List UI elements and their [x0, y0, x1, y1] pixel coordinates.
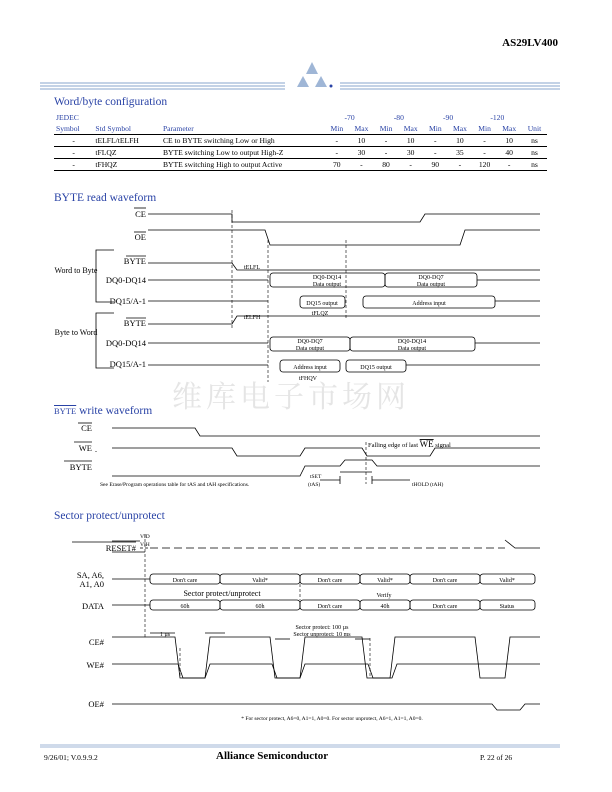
- sec-sig-we: WE#: [86, 660, 104, 670]
- svg-text:Sector protect: 100 µs: Sector protect: 100 µs: [295, 625, 349, 631]
- svg-text:Don't care: Don't care: [317, 604, 343, 610]
- write-sig-we: WE: [78, 443, 92, 453]
- footer-rule: [40, 744, 560, 748]
- svg-text:tELFL: tELFL: [244, 265, 260, 271]
- byte-write-diagram: [0, 420, 612, 495]
- svg-text:60h: 60h: [180, 604, 190, 610]
- footer-date: 9/26/01; V.0.9.9.2: [44, 753, 98, 762]
- sig-ce: CE: [135, 209, 146, 219]
- svg-text:Data output: Data output: [416, 282, 446, 288]
- svg-text:Address input: Address input: [293, 365, 327, 371]
- sec-sig-oe: OE#: [88, 699, 104, 709]
- svg-text:Don't care: Don't care: [432, 604, 458, 610]
- svg-text:1 µs: 1 µs: [159, 632, 171, 638]
- svg-text:Data output: Data output: [312, 282, 342, 288]
- svg-text:Valid*: Valid*: [377, 578, 393, 584]
- sec-sig-reset: RESET#: [105, 543, 136, 553]
- svg-text:Data output: Data output: [397, 346, 427, 352]
- sig-byte-2: BYTE: [123, 318, 146, 328]
- svg-text:DQ0-DQ14: DQ0-DQ14: [312, 275, 342, 281]
- svg-text:DQ0-DQ14: DQ0-DQ14: [397, 339, 427, 345]
- sig-oe: OE: [134, 232, 146, 242]
- svg-text:tELFH: tELFH: [243, 315, 261, 321]
- group-word-to-byte: Word to Byte: [54, 266, 98, 275]
- sector-footnote: * For sector protect, A6=0, A1=1, A0=0. For sector unprotect, A6=1, A1=1, A0=0.: [241, 716, 423, 722]
- svg-text:Data output: Data output: [295, 346, 325, 352]
- footer-company: Alliance Semiconductor: [216, 750, 329, 762]
- svg-text:VIH: VIH: [140, 542, 150, 548]
- svg-text:Don't care: Don't care: [317, 578, 343, 584]
- sec-sig-sa1: SA, A6,: [76, 570, 104, 580]
- svg-text:40h: 40h: [380, 604, 390, 610]
- company-logo-icon: [297, 62, 327, 87]
- sig-dq-2: DQ0-DQ14: [105, 338, 146, 348]
- svg-text:tFLQZ: tFLQZ: [311, 311, 329, 317]
- jedec-header: JEDEC: [56, 113, 79, 122]
- svg-text:(tAS): (tAS): [308, 482, 321, 488]
- svg-text:Verify: Verify: [376, 593, 392, 599]
- sig-dq15-1: DQ15/A-1: [109, 296, 146, 306]
- byte-write-title: BYTE write waveform: [54, 405, 153, 417]
- sig-dq15-2: DQ15/A-1: [109, 359, 146, 369]
- svg-text:Don't care: Don't care: [432, 578, 458, 584]
- group-byte-to-word: Byte to Word: [54, 328, 98, 337]
- config-title: Word/byte configuration: [54, 96, 168, 108]
- sec-sig-sa2: A1, A0: [79, 579, 104, 589]
- svg-text:Sector protect/unprotect: Sector protect/unprotect: [183, 589, 261, 598]
- svg-text:tSET: tSET: [310, 474, 322, 480]
- write-sig-ce: CE: [81, 423, 92, 433]
- sig-dq-1: DQ0-DQ14: [105, 275, 146, 285]
- svg-text:DQ0-DQ7: DQ0-DQ7: [418, 275, 444, 281]
- byte-read-title: BYTE read waveform: [54, 192, 157, 204]
- svg-text:Valid*: Valid*: [499, 578, 515, 584]
- sector-diagram: [0, 528, 612, 728]
- svg-text:DQ15 output: DQ15 output: [360, 365, 392, 371]
- part-number: AS29LV400: [502, 37, 558, 49]
- svg-text:Valid*: Valid*: [252, 578, 268, 584]
- svg-text:Status: Status: [499, 604, 515, 610]
- config-table: JEDEC -70 -80 -90 -120 Symbol Std Symbol Parameter Min Max Min Max Min Max Min Max Unit - tELFL/tELFH CE to BYTE switching Low or High - 10 - 10 - 10 - 10 ns - tFLQZ BYTE switching Low to output High-Z - 30 - 30 - 35 - 40 ns - tFHQZ BYTE switching High to output Active 70 - 80 - 90 - 120 - ns: [54, 112, 547, 171]
- header-rule-logo: [0, 60, 612, 100]
- svg-text:Sector unprotect: 10 ms: Sector unprotect: 10 ms: [293, 632, 351, 638]
- svg-text:60h: 60h: [255, 604, 265, 610]
- table-row: - tFHQZ BYTE switching High to output Active 70 - 80 - 90 - 120 - ns: [54, 159, 547, 171]
- svg-text:DQ0-DQ7: DQ0-DQ7: [297, 339, 323, 345]
- svg-text:tFHQV: tFHQV: [298, 376, 318, 382]
- write-sig-byte: BYTE: [69, 462, 92, 472]
- sector-title: Sector protect/unprotect: [54, 510, 165, 522]
- footer-page: P. 22 of 26: [480, 753, 513, 762]
- sig-byte-1: BYTE: [123, 256, 146, 266]
- svg-text:Address input: Address input: [412, 301, 446, 307]
- falling-edge-note: Falling edge of last WE signal: [368, 439, 451, 449]
- svg-text:VID: VID: [140, 534, 150, 540]
- sec-sig-ce: CE#: [88, 637, 104, 647]
- table-row: - tELFL/tELFH CE to BYTE switching Low or High - 10 - 10 - 10 - 10 ns: [54, 135, 547, 147]
- svg-text:Don't care: Don't care: [172, 578, 198, 584]
- byte-read-diagram: [0, 200, 612, 400]
- svg-text:DQ15 output: DQ15 output: [306, 301, 338, 307]
- table-row: - tFLQZ BYTE switching Low to output High-Z - 30 - 30 - 35 - 40 ns: [54, 147, 547, 159]
- write-note: See Erase/Program operations table for tAS and tAH specifications.: [100, 482, 250, 488]
- svg-text:tHOLD (tAH): tHOLD (tAH): [412, 482, 444, 488]
- watermark: 维库电子市场网: [172, 381, 410, 414]
- sec-sig-data: DATA: [82, 601, 104, 611]
